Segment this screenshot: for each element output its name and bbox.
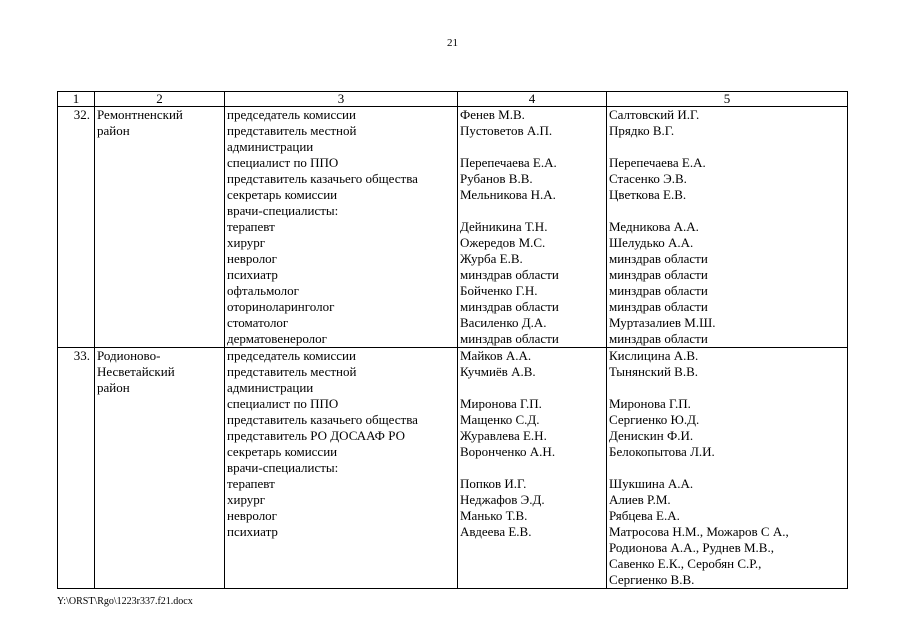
page-number: 21 — [447, 37, 458, 49]
role-line: терапевт — [227, 219, 275, 234]
reserve-line: Прядко В.Г. — [609, 123, 675, 138]
member-line: минздрав области — [460, 267, 559, 282]
reserve-cell — [607, 348, 848, 589]
row-number-cell — [58, 348, 95, 589]
member-line: Неджафов Э.Д. — [460, 492, 545, 507]
members-cell — [458, 348, 607, 589]
district-name-line: район — [97, 123, 130, 138]
role-line: дерматовенеролог — [227, 331, 327, 346]
table-body — [58, 92, 848, 589]
reserve-line: Денискин Ф.И. — [609, 428, 694, 443]
reserve-line: Салтовский И.Г. — [609, 107, 700, 122]
column-header: 3 — [225, 92, 458, 107]
role-line: секретарь комиссии — [227, 444, 338, 459]
role-line: врачи-специалисты: — [227, 203, 339, 218]
district-name-line: район — [97, 380, 130, 395]
role-line: специалист по ППО — [227, 155, 339, 170]
reserve-line: минздрав области — [609, 267, 708, 282]
table-row — [58, 348, 848, 589]
member-line: Кучмиёв А.В. — [460, 364, 536, 379]
header-row — [58, 92, 848, 107]
role-line: представитель казачьего общества — [227, 412, 418, 427]
role-line: хирург — [227, 492, 266, 507]
reserve-line: Шелудько А.А. — [609, 235, 694, 250]
role-line: представитель местной — [227, 123, 357, 138]
member-line: минздрав области — [460, 299, 559, 314]
role-line: представитель РО ДОСААФ РО — [227, 428, 405, 443]
member-line: Манько Т.В. — [460, 508, 528, 523]
reserve-line: минздрав области — [609, 283, 708, 298]
reserve-line: Кислицина А.В. — [609, 348, 699, 363]
role-line: представитель казачьего общества — [227, 171, 418, 186]
reserve-line: Сергиенко В.В. — [609, 572, 695, 587]
reserve-line: Сергиенко Ю.Д. — [609, 412, 700, 427]
reserve-line — [609, 139, 845, 155]
member-line: Мельникова Н.А. — [460, 187, 556, 202]
column-header: 1 — [58, 92, 95, 107]
reserve-line — [609, 380, 845, 396]
role-line: офтальмолог — [227, 283, 299, 298]
member-line: минздрав области — [460, 331, 559, 346]
district-name-line: Ремонтненский — [97, 107, 183, 122]
member-line: Журба Е.В. — [460, 251, 523, 266]
member-line: Фенев М.В. — [460, 107, 525, 122]
role-line: хирург — [227, 235, 266, 250]
member-line — [460, 460, 604, 476]
column-header: 5 — [607, 92, 848, 107]
member-line: Журавлева Е.Н. — [460, 428, 547, 443]
reserve-line: Стасенко Э.В. — [609, 171, 687, 186]
table-row — [58, 107, 848, 348]
member-line: Перепечаева Е.А. — [460, 155, 557, 170]
role-line: секретарь комиссии — [227, 187, 338, 202]
member-line: Бойченко Г.Н. — [460, 283, 538, 298]
member-line: Василенко Д.А. — [460, 315, 547, 330]
reserve-line: Миронова Г.П. — [609, 396, 691, 411]
member-line — [460, 203, 604, 219]
member-line: Ожередов М.С. — [460, 235, 546, 250]
member-line — [460, 139, 604, 155]
reserve-line — [609, 460, 845, 476]
member-line: Попков И.Г. — [460, 476, 527, 491]
reserve-line: Медникова А.А. — [609, 219, 699, 234]
role-line: терапевт — [227, 476, 275, 491]
reserve-line: минздрав области — [609, 331, 708, 346]
role-line: оториноларинголог — [227, 299, 335, 314]
row-number: 32. — [73, 107, 90, 122]
members-cell — [458, 107, 607, 348]
reserve-line: Тынянский В.В. — [609, 364, 699, 379]
reserve-line: Перепечаева Е.А. — [609, 155, 706, 170]
document-file-path: Y:\ORST\Rgo\1223r337.f21.docx — [57, 596, 193, 607]
member-line: Миронова Г.П. — [460, 396, 542, 411]
role-line: психиатр — [227, 267, 278, 282]
role-line: психиатр — [227, 524, 278, 539]
roles-cell — [225, 107, 458, 348]
column-header: 2 — [95, 92, 225, 107]
role-line: врачи-специалисты: — [227, 460, 339, 475]
reserve-cell — [607, 107, 848, 348]
member-line: Авдеева Е.В. — [460, 524, 532, 539]
role-line: представитель местной — [227, 364, 357, 379]
reserve-line: Белокопытова Л.И. — [609, 444, 715, 459]
reserve-line: Алиев Р.М. — [609, 492, 671, 507]
member-line: Пустоветов А.П. — [460, 123, 553, 138]
reserve-line: Цветкова Е.В. — [609, 187, 687, 202]
member-line — [460, 380, 604, 396]
role-line: специалист по ППО — [227, 396, 339, 411]
reserve-line: Рябцева Е.А. — [609, 508, 680, 523]
role-line: председатель комиссии — [227, 348, 356, 363]
member-line: Рубанов В.В. — [460, 171, 533, 186]
member-line: Воронченко А.Н. — [460, 444, 556, 459]
row-number-cell — [58, 107, 95, 348]
reserve-line: Савенко Е.К., Серобян С.Р., — [609, 556, 762, 571]
role-line: стоматолог — [227, 315, 289, 330]
reserve-line — [609, 203, 845, 219]
row-number: 33. — [73, 348, 90, 363]
commission-table — [57, 91, 848, 589]
reserve-line: минздрав области — [609, 299, 708, 314]
reserve-line: Шукшина А.А. — [609, 476, 694, 491]
reserve-line: Матросова Н.М., Можаров С А., — [609, 524, 789, 539]
reserve-line: Родионова А.А., Руднев М.В., — [609, 540, 774, 555]
member-line: Мащенко С.Д. — [460, 412, 540, 427]
role-line: администрации — [227, 139, 314, 154]
role-line: невролог — [227, 508, 278, 523]
member-line: Дейникина Т.Н. — [460, 219, 548, 234]
district-name-line: Родионово- — [97, 348, 161, 363]
column-header: 4 — [458, 92, 607, 107]
reserve-line: минздрав области — [609, 251, 708, 266]
role-line: невролог — [227, 251, 278, 266]
roles-cell — [225, 348, 458, 589]
member-line: Майков А.А. — [460, 348, 532, 363]
district-cell — [95, 348, 225, 589]
district-name-line: Несветайский — [97, 364, 175, 379]
role-line: администрации — [227, 380, 314, 395]
district-cell — [95, 107, 225, 348]
role-line: председатель комиссии — [227, 107, 356, 122]
reserve-line: Муртазалиев М.Ш. — [609, 315, 716, 330]
